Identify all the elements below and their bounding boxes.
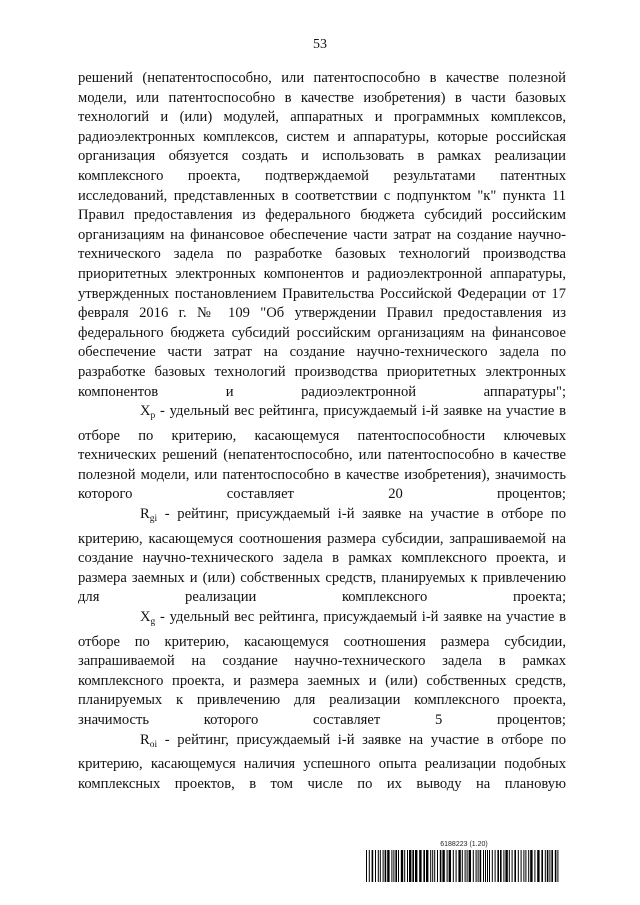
definition-roi: $R_{oi}$ - рейтинг, присуждаемый i-й заявке на участие в отборе по критерию, касающемуся наличия успешного опыта реализации подобных комплексных проектов, в том числе по их выводу на плановую [78,731,566,792]
barcode-icon [366,850,562,882]
symbol: $X_g$ [140,609,156,628]
barcode-number: 6188223 (1.20) [440,841,488,848]
symbol: $X_p$ [140,403,156,422]
symbol: $R_{gi}$ [140,506,158,525]
document-barcode [366,841,562,885]
paragraph-continuation: решений (непатентоспособно, или патентоспособно в качестве полезной модели, или патентоспособно в качестве изобретения) в части базовых технологий и (или) модулей, аппаратных и программных комплексов, радиоэлектронных комплексов, систем и аппаратуры, которые российская организация обязуется создать и использовать в рамках реализации комплексного проекта, подтверждаемой результатами патентных исследований, представленных в соответствии с подпунктом "к" пункта 11 Правил предоставления из федерального бюджета субсидий российским организациям на финансовое обеспечение части затрат на создание научно-технического задела по разработке базовых технологий производства приоритетных электронных компонентов и радиоэлектронной аппаратуры, утвержденных постановлением Правительства Российской Федерации от 17 февраля 2016 г. № 109 "Об утверждении Правил предоставления из федерального бюджета субсидий российским организациям на финансовое обеспечение части затрат на создание научно-технического задела по разработке базовых технологий производства приоритетных электронных компонентов и радиоэлектронной аппаратуры"; [78,70,566,400]
definition-xg: $X_g$ - удельный вес рейтинга, присуждаемый i-й заявке на участие в отборе по критерию, касающемуся соотношения размера субсидии, запрашиваемой на создание научно-технического задела в рамках комплексного проекта, и размера заемных и (или) собственных средств, планируемых к привлечению для реализации комплексного проекта, значимость которого составляет 5 процентов; [78,609,566,728]
body-text [78,69,566,794]
definition-xp: $X_p$ - удельный вес рейтинга, присуждаемый i-й заявке на участие в отборе по критерию, касающемуся патентоспособности ключевых технических решений (непатентоспособно, или патентоспособно в качестве полезной модели, или патентоспособно в качестве изобретения), значимость которого составляет 20 процентов; [78,403,566,503]
symbol: $R_{oi}$ [140,731,158,750]
definition-rgi: $R_{gi}$ - рейтинг, присуждаемый i-й заявке на участие в отборе по критерию, касающемуся соотношения размера субсидии, запрашиваемой на создание научно-технического задела в рамках комплексного проекта, и размера заемных и (или) собственных средств, планируемых к привлечению для реализации комплексного проекта; [78,506,566,606]
page-number: 53 [313,37,327,52]
